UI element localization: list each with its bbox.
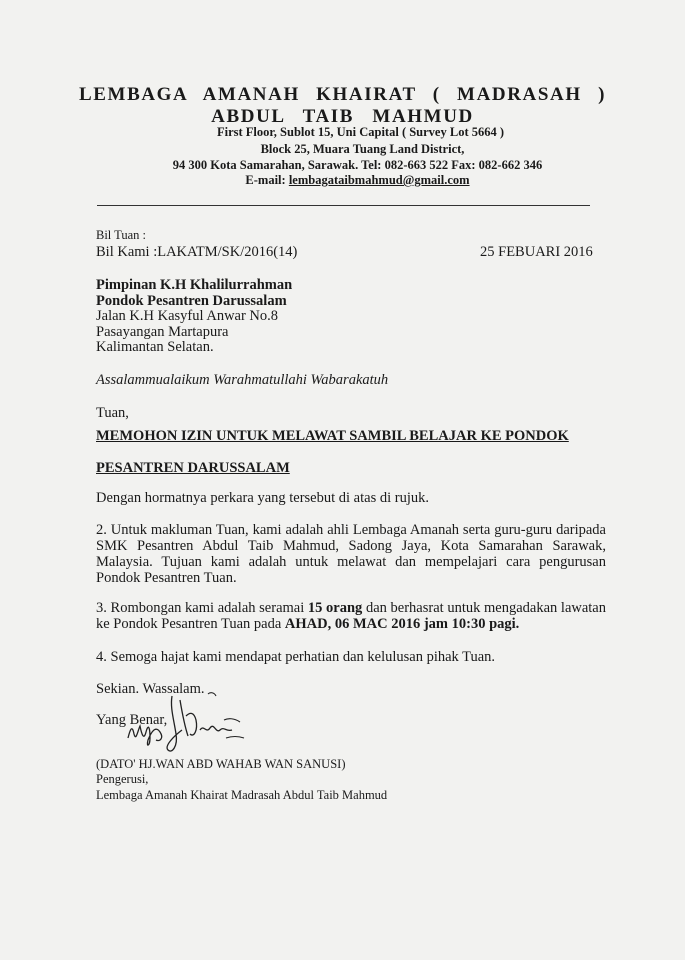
paragraph-3-count: 15 orang <box>307 600 363 616</box>
letter-date: 25 FEBUARI 2016 <box>480 244 593 260</box>
address-line2: Block 25, Muara Tuang Land District, <box>260 142 465 156</box>
closing-yang-benar: Yang Benar, <box>96 712 168 728</box>
signer-name: (DATO' HJ.WAN ABD WAHAB WAN SANUSI) <box>96 757 346 771</box>
paragraph-4: 4. Semoga hajat kami mendapat perhatian dan kelulusan pihak Tuan. <box>96 649 496 665</box>
address-line1: First Floor, Sublot 15, Uni Capital ( Survey Lot 5664 ) <box>216 125 505 139</box>
bil-kami: Bil Kami :LAKATM/SK/2016(14) <box>96 244 298 260</box>
recipient-line4: Pasayangan Martapura <box>96 324 229 340</box>
paragraph-3-datetime: AHAD, 06 MAC 2016 jam 10:30 pagi. <box>284 616 520 632</box>
paragraph-3 <box>96 600 606 632</box>
address-line3: 94 300 Kota Samarahan, Sarawak. Tel: 082-663 522 Fax: 082-662 346 <box>172 158 543 172</box>
paragraph-3-text-a: 3. Rombongan kami adalah seramai <box>96 600 308 616</box>
subject-line1: MEMOHON IZIN UNTUK MELAWAT SAMBIL BELAJAR KE PONDOK <box>96 428 569 444</box>
paragraph-2: 2. Untuk makluman Tuan, kami adalah ahli Lembaga Amanah serta guru-guru daripada SMK Pesantren Abdul Taib Mahmud, Sadong Jaya, Kota Samarahan Sarawak, Malaysia. Tujuan kami adalah untuk melawat dan mempelajari cara pengurusan Pondok Pesantren Tuan. <box>96 522 606 586</box>
signer-organization: Lembaga Amanah Khairat Madrasah Abdul Taib Mahmud <box>96 788 388 802</box>
signer-title: Pengerusi, <box>96 772 149 786</box>
recipient-line1: Pimpinan K.H Khalilurrahman <box>96 277 293 293</box>
paragraph-3-text-b: dan berhasrat untuk mengadakan lawatan ke Pondok Pesantren Tuan pada <box>96 600 606 632</box>
recipient-line3: Jalan K.H Kasyful Anwar No.8 <box>96 308 279 324</box>
bil-tuan: Bil Tuan : <box>96 228 147 242</box>
subject-line2: PESANTREN DARUSSALAM <box>96 460 290 476</box>
email-label: E-mail: <box>245 173 289 187</box>
paragraph-1: Dengan hormatnya perkara yang tersebut di atas di rujuk. <box>96 490 429 506</box>
header-divider <box>97 205 590 206</box>
closing-sekian: Sekian. Wassalam. <box>96 681 205 697</box>
org-name-line2: ABDUL TAIB MAHMUD <box>211 106 474 127</box>
greeting: Assalammualaikum Warahmatullahi Wabarakatuh <box>96 372 389 388</box>
salutation: Tuan, <box>96 405 129 421</box>
recipient-line2: Pondok Pesantren Darussalam <box>96 293 287 309</box>
email-link[interactable]: lembagataibmahmud@gmail.com <box>288 173 470 187</box>
email-line <box>0 173 685 188</box>
handwritten-signature <box>120 690 260 760</box>
org-name-line1: LEMBAGA AMANAH KHAIRAT ( MADRASAH ) <box>79 84 606 105</box>
recipient-line5: Kalimantan Selatan. <box>96 339 214 355</box>
